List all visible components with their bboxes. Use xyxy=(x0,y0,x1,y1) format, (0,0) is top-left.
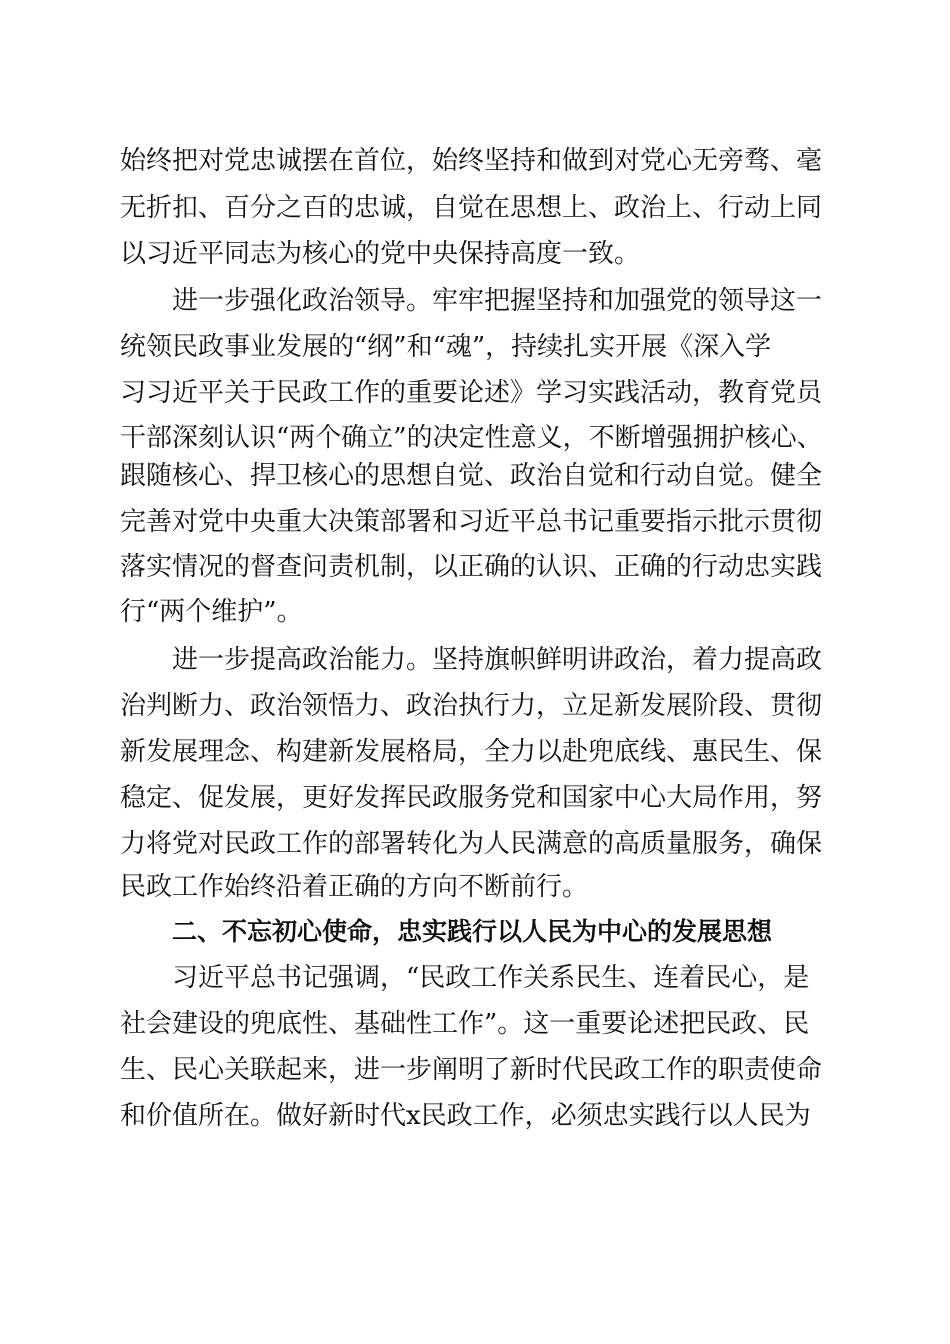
text-line: 跟随核心、捍卫核心的思想自觉、政治自觉和行动自觉。健全 xyxy=(120,461,823,491)
text-line: 落实情况的督查问责机制，以正确的认识、正确的行动忠实践 xyxy=(120,552,823,582)
text-line: 行“两个维护”。 xyxy=(120,597,303,627)
paragraph-first-line: 进一步提高政治能力。坚持旗帜鲜明讲政治，着力提高政 xyxy=(172,645,823,675)
text-line: 统领民政事业发展的“纲”和“魂”，持续扎实开展《深入学 xyxy=(120,332,772,362)
text-line: 民政工作始终沿着正确的方向不断前行。 xyxy=(120,872,589,902)
text-line: 稳定、促发展，更好发挥民政服务党和国家中心大局作用，努 xyxy=(120,783,823,813)
text-line: 完善对党中央重大决策部署和习近平总书记重要指示批示贯彻 xyxy=(120,507,823,537)
text-line: 生、民心关联起来，进一步阐明了新时代民政工作的职责使命 xyxy=(120,1055,823,1085)
text-line: 和价值所在。做好新时代x民政工作，必须忠实践行以人民为 xyxy=(120,1101,811,1131)
text-line: 力将党对民政工作的部署转化为人民满意的高质量服务，确保 xyxy=(120,829,823,859)
text-line: 始终把对党忠诚摆在首位，始终坚持和做到对党心无旁骛、毫 xyxy=(120,146,823,176)
text-line: 干部深刻认识“两个确立”的决定性意义，不断增强拥护核心、 xyxy=(120,423,823,453)
text-line: 治判断力、政治领悟力、政治执行力，立足新发展阶段、贯彻 xyxy=(120,691,823,721)
text-line: 习习近平关于民政工作的重要论述》学习实践活动，教育党员 xyxy=(120,378,823,408)
text-line: 以习近平同志为核心的党中央保持高度一致。 xyxy=(120,239,641,269)
text-line: 社会建设的兜底性、基础性工作”。这一重要论述把民政、民 xyxy=(120,1009,810,1039)
paragraph-first-line: 进一步强化政治领导。牢牢把握坚持和加强党的领导这一 xyxy=(172,286,823,316)
text-line: 新发展理念、构建新发展格局，全力以赴兜底线、惠民生、保 xyxy=(120,737,823,767)
text-line: 无折扣、百分之百的忠诚，自觉在思想上、政治上、行动上同 xyxy=(120,193,823,223)
paragraph-first-line: 习近平总书记强调，“民政工作关系民生、连着民心，是 xyxy=(172,963,810,993)
section-heading: 二、不忘初心使命，忠实践行以人民为中心的发展思想 xyxy=(172,917,773,946)
